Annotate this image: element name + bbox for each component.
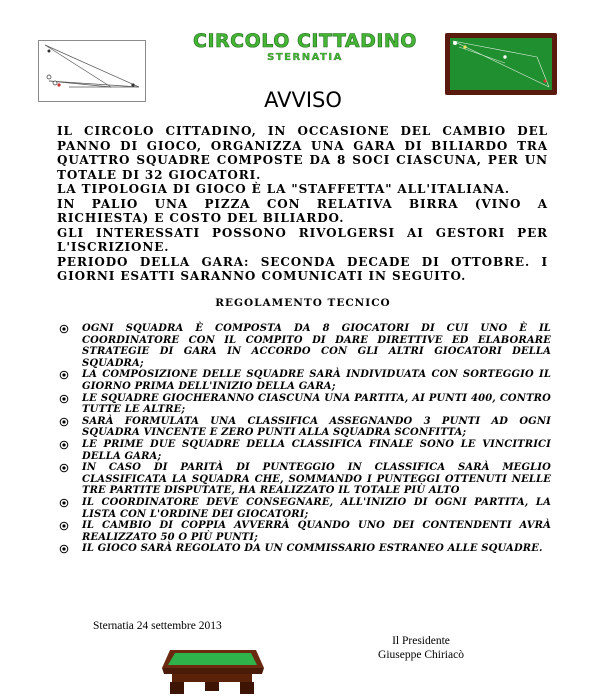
rule-text: IL CAMBIO DI COPPIA AVVERRÀ QUANDO UNO DEI CONTENDENTI AVRÀ REALIZZATO 50 O PIÙ PUNTI; (82, 520, 551, 543)
notice-paragraph: GLI INTERESSATI POSSONO RIVOLGERSI AI GESTORI PER L'ISCRIZIONE. (57, 225, 548, 254)
circle-bullet-icon (59, 417, 69, 427)
list-item (59, 416, 551, 439)
logo-title: CIRCOLO CITTADINO (193, 30, 417, 52)
rule-text: LA COMPOSIZIONE DELLE SQUADRE SARÀ INDIVIDUATA CON SORTEGGIO IL GIORNO PRIMA DELL'INIZIO DELLA GARA; (82, 369, 551, 392)
notice-paragraph: PERIODO DELLA GARA: SECONDA DECADE DI OTTOBRE. I GIORNI ESATTI SARANNO COMUNICATI IN SEGUITO. (57, 254, 548, 283)
list-item (59, 543, 551, 555)
signature-name: Giuseppe Chiriacò (378, 649, 464, 661)
circle-bullet-icon (59, 544, 69, 554)
circle-bullet-icon (59, 440, 69, 450)
rules-heading: REGOLAMENTO TECNICO (215, 297, 391, 309)
notice-body (57, 124, 548, 284)
circle-bullet-icon (59, 324, 69, 334)
signature-role: Il Presidente (392, 635, 450, 647)
list-item (59, 520, 551, 543)
circle-bullet-icon (59, 463, 69, 473)
rule-text: LE PRIME DUE SQUADRE DELLA CLASSIFICA FINALE SONO LE VINCITRICI DELLA GARA; (82, 438, 551, 462)
rules-list (59, 323, 551, 555)
rule-text: LE SQUADRE GIOCHERANNO CIASCUNA UNA PARTITA, AI PUNTI 400, CONTRO TUTTE LE ALTRE; (82, 392, 551, 416)
list-item (59, 369, 551, 392)
circle-bullet-icon (59, 521, 69, 531)
list-item (59, 497, 551, 520)
page-title: AVVISO (264, 88, 342, 112)
signature-block (356, 634, 486, 662)
rule-text: SARÀ FORMULATA UNA CLASSIFICA ASSEGNANDO 3 PUNTI AD OGNI SQUADRA VINCENTE E ZERO PUNTI ALLA SQUADRA SCONFITTA; (82, 415, 551, 439)
rule-text: IL GIOCO SARÀ REGOLATO DA UN COMMISSARIO ESTRANEO ALLE SQUADRE. (82, 543, 543, 555)
rule-text: IL COORDINATORE DEVE CONSEGNARE, ALL'INIZIO DI OGNI PARTITA, LA LISTA CON L'ORDINE DEI GIOCATORI; (82, 496, 551, 520)
logo-subtitle: STERNATIA (267, 52, 343, 63)
billiard-table-image (158, 646, 266, 695)
rule-text: IN CASO DI PARITÀ DI PUNTEGGIO IN CLASSIFICA SARÀ MEGLIO CLASSIFICATA LA SQUADRA CHE, SOMMANDO I PUNTEGGI OTTENUTI NELLE TRE PARTITE DISPUTATE, HA REALIZZATO IL TOTALE PIÙ ALTO (82, 462, 551, 497)
circle-bullet-icon (59, 394, 69, 404)
rule-text: OGNI SQUADRA È COMPOSTA DA 8 GIOCATORI DI CUI UNO È IL COORDINATORE CON IL COMPITO DI DARE DIRETTIVE ED ELABORARE STRATEGIE DI GARA IN ACCORDO CON GLI ALTRI GIOCATORI DELLA SQUADRA; (82, 323, 551, 369)
place-date: Sternatia 24 settembre 2013 (93, 620, 222, 632)
notice-paragraph: LA TIPOLOGIA DI GIOCO È LA "STAFFETTA" ALL'ITALIANA. (57, 182, 511, 196)
circle-bullet-icon (59, 370, 69, 380)
notice-paragraph: IN PALIO UNA PIZZA CON RELATIVA BIRRA (VINO A RICHIESTA) E COSTO DEL BILIARDO. (57, 196, 548, 225)
list-item (59, 323, 551, 369)
list-item (59, 439, 551, 462)
billiard-table-icon (158, 646, 266, 695)
club-logo (150, 30, 460, 70)
list-item (59, 393, 551, 416)
circle-bullet-icon (59, 498, 69, 508)
notice-paragraph: IL CIRCOLO CITTADINO, IN OCCASIONE DEL CAMBIO DEL PANNO DI GIOCO, ORGANIZZA UNA GARA DI BILIARDO TRA QUATTRO SQUADRE COMPOSTE DA 8 SOCI CIASCUNA, PER UN TOTALE DI 32 GIOCATORI. (57, 124, 548, 182)
list-item (59, 462, 551, 497)
